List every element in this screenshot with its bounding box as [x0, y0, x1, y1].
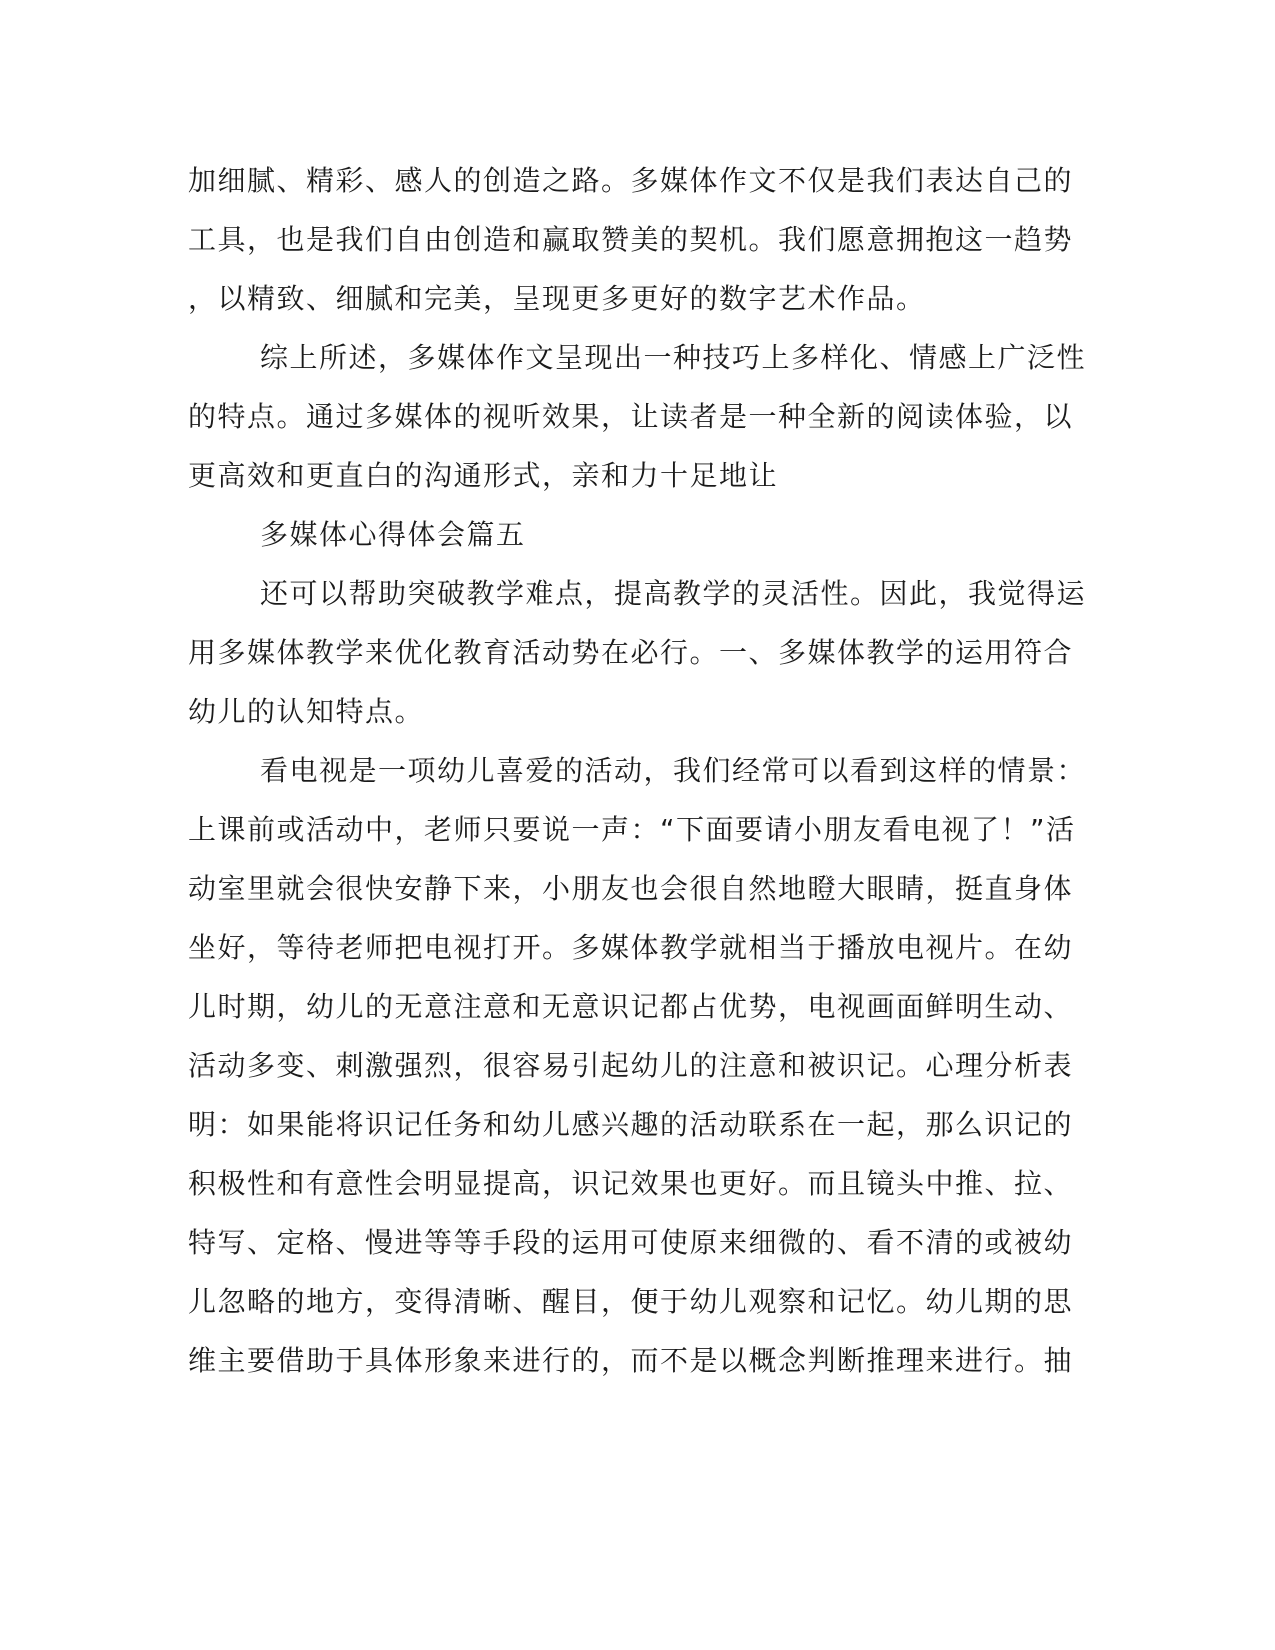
text-line: 更高效和更直白的沟通形式，亲和力十足地让 — [188, 459, 779, 492]
paragraph-first-line: 综上所述，多媒体作文呈现出一种技巧上多样化、情感上广泛性 — [260, 341, 1087, 374]
section-heading: 多媒体心得体会篇五 — [260, 518, 526, 551]
text-line: 维主要借助于具体形象来进行的，而不是以概念判断推理来进行。抽 — [188, 1344, 1074, 1377]
text-line: 儿时期，幼儿的无意注意和无意识记都占优势，电视画面鲜明生动、 — [188, 990, 1074, 1023]
text-line: 活动多变、刺激强烈，很容易引起幼儿的注意和被识记。心理分析表 — [188, 1049, 1074, 1082]
text-line: 特写、定格、慢进等等手段的运用可使原来细微的、看不清的或被幼 — [188, 1226, 1074, 1259]
text-line: 工具，也是我们自由创造和赢取赞美的契机。我们愿意拥抱这一趋势 — [188, 223, 1074, 256]
paragraph-first-line: 看电视是一项幼儿喜爱的活动，我们经常可以看到这样的情景： — [260, 754, 1087, 787]
text-line: 加细腻、精彩、感人的创造之路。多媒体作文不仅是我们表达自己的 — [188, 164, 1074, 197]
text-line: 幼儿的认知特点。 — [188, 695, 425, 728]
text-line: 动室里就会很快安静下来，小朋友也会很自然地瞪大眼睛，挺直身体 — [188, 872, 1074, 905]
text-line: 用多媒体教学来优化教育活动势在必行。一、多媒体教学的运用符合 — [188, 636, 1074, 669]
text-line: 的特点。通过多媒体的视听效果，让读者是一种全新的阅读体验，以 — [188, 400, 1074, 433]
text-line: 积极性和有意性会明显提高，识记效果也更好。而且镜头中推、拉、 — [188, 1167, 1074, 1200]
text-line: 明：如果能将识记任务和幼儿感兴趣的活动联系在一起，那么识记的 — [188, 1108, 1074, 1141]
text-line: ，以精致、细腻和完美，呈现更多更好的数字艺术作品。 — [188, 282, 926, 315]
text-line: 上课前或活动中，老师只要说一声：“下面要请小朋友看电视了！”活 — [188, 813, 1076, 846]
text-line: 儿忽略的地方，变得清晰、醒目，便于幼儿观察和记忆。幼儿期的思 — [188, 1285, 1074, 1318]
text-line: 坐好，等待老师把电视打开。多媒体教学就相当于播放电视片。在幼 — [188, 931, 1074, 964]
paragraph-first-line: 还可以帮助突破教学难点，提高教学的灵活性。因此，我觉得运 — [260, 577, 1087, 610]
